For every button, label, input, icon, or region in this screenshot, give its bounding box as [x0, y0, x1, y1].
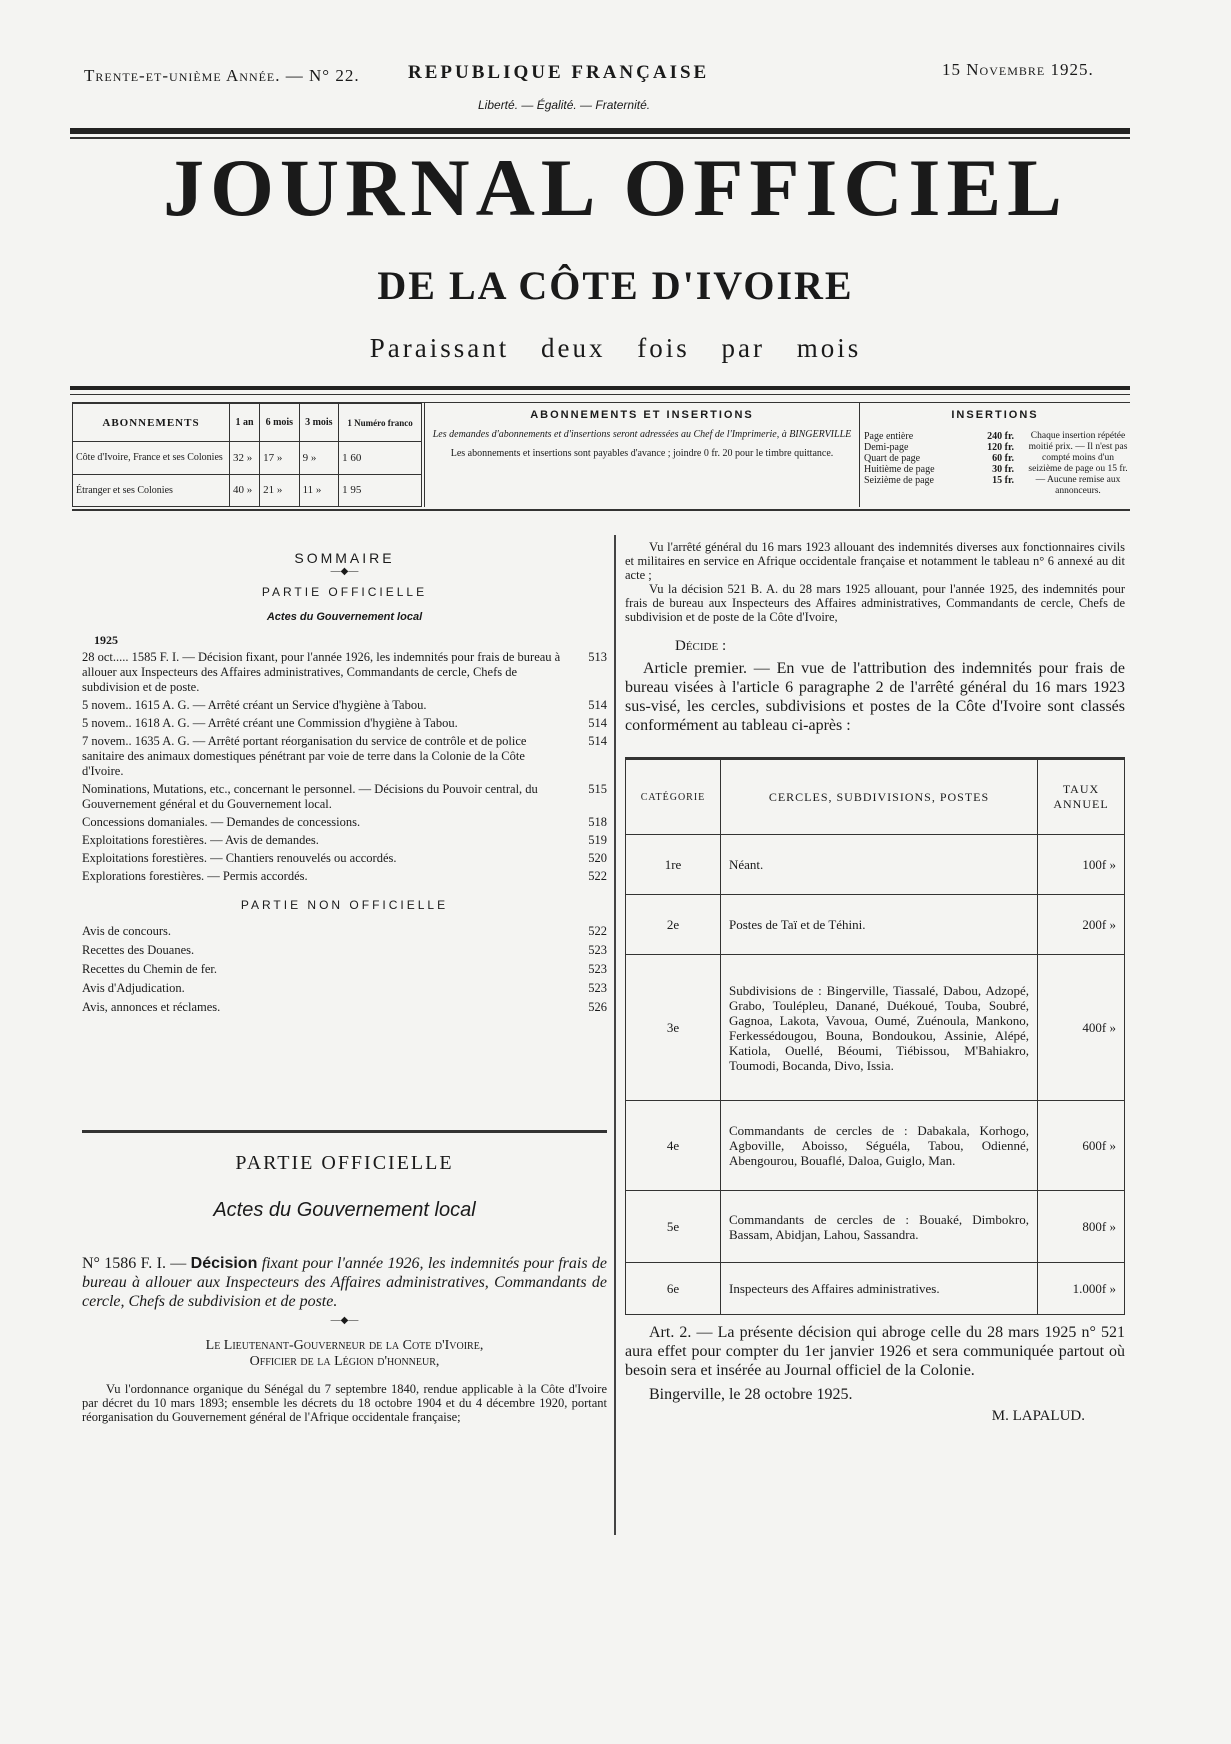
sommaire-part2: PARTIE NON OFFICIELLE [240, 898, 449, 912]
decision-heading: N° 1586 F. I. — Décision fixant pour l'année 1926, les indemnités pour frais de bureau à allouer aux Inspecteurs des Affaires administratives, Commandants de cercle, Chefs de subdivision et de poste. [82, 1255, 607, 1310]
sub-header-3mois: 3 mois [299, 404, 339, 442]
sommaire-part1-sub: Actes du Gouvernement local [266, 611, 423, 623]
vu-paragraph-2: Vu l'arrêté général du 16 mars 1923 allouant des indemnités diverses aux fonctionnaires civils et militaires en service en Afrique occidentale française et notamment le tableau n° 6 annexé au dit acte ; [625, 540, 1125, 582]
toc-entry: Exploitations forestières. — Chantiers renouvelés ou accordés. 520 [82, 851, 607, 865]
journal-subtitle: DE LA CÔTE D'IVOIRE [377, 263, 854, 308]
motto: Liberté. — Égalité. — Fraternité. [478, 98, 651, 112]
classification-table [625, 759, 1125, 1315]
mid-rule-thin [70, 394, 1130, 395]
authority-line-2: Officier de la Légion d'honneur, [249, 1354, 440, 1369]
top-rule [70, 128, 1130, 134]
sommaire-ornament: —◆— [330, 566, 359, 577]
decision-body [625, 540, 1125, 1425]
signature: M. LAPALUD. [991, 1408, 1085, 1424]
table-row: 6e Inspecteurs des Affaires administratives. 1.000f » [626, 1263, 1125, 1315]
place-date: Bingerville, le 28 octobre 1925. [649, 1386, 853, 1403]
toc-entry: Nominations, Mutations, etc., concernant le personnel. — Décisions du Pouvoir central, du Gouvernement général et du Gouvernement local. 515 [82, 782, 607, 811]
publication-frequency: Paraissant deux fois par mois [369, 333, 862, 363]
sommaire-entries-2 [82, 924, 607, 1015]
table-row: 4e Commandants de cercles de : Dabakala, Korhogo, Agboville, Aboisso, Séguéla, Tabou, Odienné, Abengourou, Bouaflé, Daloa, Guiglo, Man. 600f » [626, 1101, 1125, 1191]
sommaire-year: 1925 [94, 633, 118, 647]
sub-row-etranger: Étranger et ses Colonies 40 » 21 » 11 » 1 95 [73, 474, 422, 507]
official-part-title: PARTIE OFFICIELLE [235, 1152, 454, 1174]
classification-table-wrap [625, 757, 1125, 1315]
decide-label: Décide : [675, 638, 727, 654]
toc-entry: Explorations forestières. — Permis accordés. 522 [82, 869, 607, 883]
republic-label: REPUBLIQUE FRANÇAISE [408, 62, 710, 83]
official-section-title: Actes du Gouvernement local [213, 1199, 476, 1221]
toc-entry: Exploitations forestières. — Avis de demandes. 519 [82, 833, 607, 847]
sub-header-abonnements: ABONNEMENTS [73, 404, 230, 442]
issue-date: 15 Novembre 1925. [942, 60, 1094, 79]
subscription-box [72, 402, 1130, 511]
top-rule-thin [70, 137, 1130, 139]
insertions-title: INSERTIONS [951, 409, 1039, 421]
sub-header-1an: 1 an [230, 404, 260, 442]
journal-title: JOURNAL OFFICIEL [163, 142, 1068, 233]
col-categorie: CATÉGORIE [626, 760, 721, 835]
article-1: Article premier. — En vue de l'attribution des indemnités pour frais de bureau visées à l'article 6 paragraphe 2 de l'arrêté général du 16 mars 1923 sus-visé, les cercles, subdivisions et postes de la Côte d'Ivoire sont classés conformément au tableau ci-après : [625, 660, 1125, 734]
authority-line-1: Le Lieutenant-Gouverneur de la Cote d'Ivoire, [205, 1338, 484, 1353]
toc-entry: 5 novem.. 1618 A. G. — Arrêté créant une Commission d'hygiène à Tabou. 514 [82, 716, 607, 730]
toc-entry: 7 novem.. 1635 A. G. — Arrêté portant réorganisation du service de contrôle et de police sanitaire des animaux domestiques pénétrant par voie de terre dans la Colonie de la Côte d'Ivoire. 514 [82, 734, 607, 778]
edition-line: Trente-et-unième Année. — N° 22. [84, 66, 360, 85]
subscription-table [72, 403, 422, 507]
insertions-note: Chaque insertion répétée moitié prix. — Il n'est pas compté moins d'un seizième de page ou 15 fr. — Aucune remise aux annonceurs. [1028, 431, 1128, 496]
table-row: 1re Néant. 100f » [626, 835, 1125, 895]
toc-entry: 28 oct..... 1585 F. I. — Décision fixant, pour l'année 1926, les indemnités pour frais de bureau à allouer aux Inspecteurs des Affaires administratives, Commandants de cercle, Chefs de subdivision et de poste. 513 [82, 650, 607, 694]
sommaire [82, 550, 607, 1019]
toc-entry: 5 novem.. 1615 A. G. — Arrêté créant un Service d'hygiène à Tabou. 514 [82, 698, 607, 712]
article-2: Art. 2. — La présente décision qui abroge celle du 28 mars 1925 n° 521 aura effet pour compter du 1er janvier 1926 et sera communiquée partout où besoin sera et insérée au Journal officiel de la Colonie. [625, 1324, 1125, 1379]
decision-ornament: —◆— [330, 1315, 359, 1326]
toc-entry: Avis, annonces et réclames. 526 [82, 1000, 607, 1014]
table-row: 2e Postes de Taï et de Téhini. 200f » [626, 895, 1125, 955]
official-section [82, 1152, 607, 1424]
subscription-info-payment: Les abonnements et insertions sont payables d'avance ; joindre 0 fr. 20 pour le timbre quittance. [450, 448, 834, 459]
vu-paragraph-3: Vu la décision 521 B. A. du 28 mars 1925 allouant, pour l'année 1925, des indemnités pour frais de bureau aux Inspecteurs des Affaires administratives, Commandants de cercle, Chefs de subdivision et de poste de la Côte d'Ivoire, [625, 582, 1125, 624]
sub-header-6mois: 6 mois [260, 404, 300, 442]
toc-entry: Recettes des Douanes. 523 [82, 943, 607, 957]
sommaire-part1: PARTIE OFFICIELLE [261, 585, 428, 599]
sommaire-entries [82, 650, 607, 884]
sub-row-france: Côte d'Ivoire, France et ses Colonies 32 » 17 » 9 » 1 60 [73, 442, 422, 475]
table-row: 3e Subdivisions de : Bingerville, Tiassalé, Dabou, Adzopé, Grabo, Toulépleu, Danané, Duékoué, Touba, Soubré, Gagnoa, Lakota, Vavoua, Oumé, Zuénoula, Mankono, Ferkessédougou, Bouna, Bondoukou, Assinie, Alépé, Katiola, Ouellé, Béoumi, Tiébissou, M'Bahiakro, Toumodi, Bocanda, Divo, Issia. 400f » [626, 955, 1125, 1101]
column-divider [614, 535, 616, 1535]
subscription-info [424, 403, 860, 507]
table-row: 5e Commandants de cercles de : Bouaké, Dimbokro, Bassam, Abidjan, Lahou, Sassandra. 800f » [626, 1191, 1125, 1263]
sommaire-end-rule [82, 1130, 607, 1133]
vu-paragraph-1: Vu l'ordonnance organique du Sénégal du 7 septembre 1840, rendue applicable à la Côte d'Ivoire par décret du 10 mars 1893; ensemble les décrets du 18 octobre 1904 et du 4 décembre 1920, portant réorganisation du Gouvernement général de l'Afrique occidentale française; [82, 1382, 607, 1424]
subscription-info-address: Les demandes d'abonnements et d'insertions seront adressées au Chef de l'Imprimerie, à BINGERVILLE [432, 429, 852, 440]
toc-entry: Avis de concours. 522 [82, 924, 607, 938]
insertions-panel [860, 403, 1130, 507]
subscription-info-title: ABONNEMENTS ET INSERTIONS [530, 409, 754, 421]
insertions-price-list: Page entière 240 fr. Demi-page 120 fr. Quart de page 60 fr. Huitième de page 30 fr. Seizième de page 15 fr. [864, 431, 1014, 486]
mid-rule [70, 386, 1130, 390]
col-taux: TAUX ANNUEL [1038, 760, 1125, 835]
toc-entry: Avis d'Adjudication. 523 [82, 981, 607, 995]
sub-header-numero: 1 Numéro franco [339, 404, 422, 442]
col-cercles: CERCLES, SUBDIVISIONS, POSTES [721, 760, 1038, 835]
sommaire-title: SOMMAIRE [294, 550, 395, 566]
toc-entry: Concessions domaniales. — Demandes de concessions. 518 [82, 815, 607, 829]
toc-entry: Recettes du Chemin de fer. 523 [82, 962, 607, 976]
